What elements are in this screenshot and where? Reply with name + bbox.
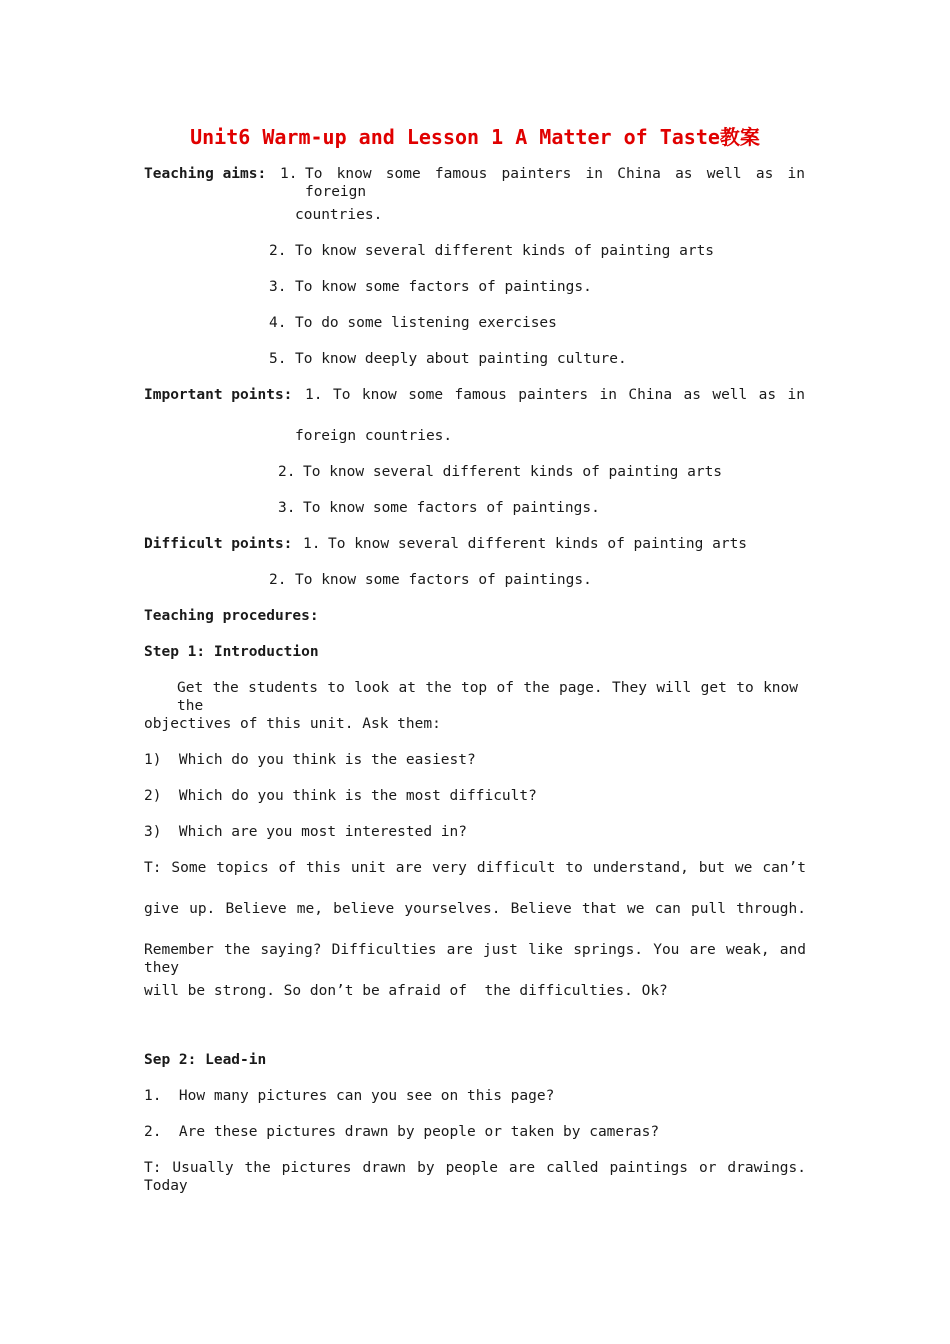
step1-question: 3) Which are you most interested in? <box>144 824 468 840</box>
step2-question: 1. How many pictures can you see on this page? <box>144 1088 555 1104</box>
step1-question: 2) Which do you think is the most difficult? <box>144 788 537 804</box>
step2-question: 2. Are these pictures drawn by people or taken by cameras? <box>144 1124 660 1140</box>
important-point-text-continued: foreign countries. <box>295 428 453 444</box>
aim-number: 2. <box>269 243 287 259</box>
important-point-number: 3. <box>278 500 296 516</box>
difficult-point-text: To know several different kinds of painting arts <box>328 536 748 552</box>
aim-number: 3. <box>269 279 287 295</box>
step1-paragraph-line: Get the students to look at the top of the page. They will get to know the <box>177 680 798 714</box>
step1-paragraph-line: objectives of this unit. Ask them: <box>144 716 441 732</box>
difficult-point-number: 2. <box>269 572 287 588</box>
important-point-number: 1. <box>305 387 323 403</box>
aim-number: 1. <box>280 166 298 182</box>
important-point-text: To know some factors of paintings. <box>303 500 600 516</box>
step2-heading: Sep 2: Lead-in <box>144 1052 267 1068</box>
aim-text: To know some factors of paintings. <box>295 279 592 295</box>
difficult-point-text: To know some factors of paintings. <box>295 572 592 588</box>
aim-text: To do some listening exercises <box>295 315 557 331</box>
important-points-label: Important points: <box>144 387 293 403</box>
aim-number: 5. <box>269 351 287 367</box>
difficult-points-label: Difficult points: <box>144 536 293 552</box>
aim-number: 4. <box>269 315 287 331</box>
page-title: Unit6 Warm-up and Lesson 1 A Matter of Taste教案 <box>190 125 760 149</box>
aim-text: To know deeply about painting culture. <box>295 351 627 367</box>
important-point-text: To know several different kinds of painting arts <box>303 464 723 480</box>
teacher-line: give up. Believe me, believe yourselves. Believe that we can pull through. <box>144 901 806 917</box>
teacher-line: T: Some topics of this unit are very difficult to understand, but we can’t <box>144 860 806 876</box>
aim-text: To know some famous painters in China as well as in foreign <box>305 166 805 200</box>
aim-text: To know several different kinds of painting arts <box>295 243 715 259</box>
important-point-number: 2. <box>278 464 296 480</box>
teacher-line: will be strong. So don’t be afraid of the difficulties. Ok? <box>144 983 668 999</box>
step1-question: 1) Which do you think is the easiest? <box>144 752 476 768</box>
step1-heading: Step 1: Introduction <box>144 644 319 660</box>
teaching-procedures-label: Teaching procedures: <box>144 608 319 624</box>
aim-text-continued: countries. <box>295 207 383 223</box>
important-point-text: To know some famous painters in China as well as in <box>333 387 805 403</box>
teacher-line: T: Usually the pictures drawn by people are called paintings or drawings. Today <box>144 1160 806 1194</box>
difficult-point-number: 1. <box>303 536 321 552</box>
teacher-line: Remember the saying? Difficulties are just like springs. You are weak, and they <box>144 942 806 976</box>
teaching-aims-label: Teaching aims: <box>144 166 267 182</box>
